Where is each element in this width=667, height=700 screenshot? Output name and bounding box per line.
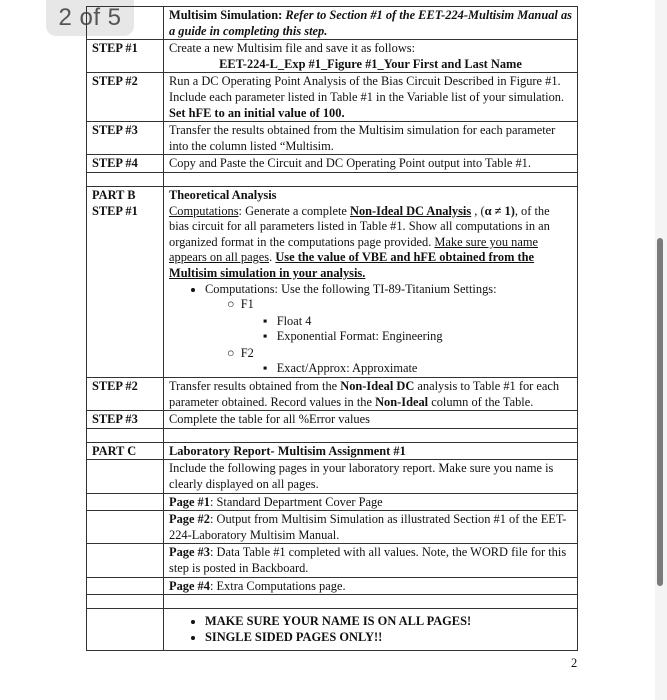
table-row xyxy=(87,378,578,411)
spacer-row xyxy=(87,428,578,442)
instructions-table xyxy=(86,6,578,651)
table-row xyxy=(87,511,578,544)
step-label: STEP #2 xyxy=(87,378,164,411)
section-title: Theoretical Analysis xyxy=(169,187,277,202)
notices-cell xyxy=(164,609,578,651)
table-row xyxy=(87,609,578,651)
table-row xyxy=(87,7,578,40)
spacer-row xyxy=(87,595,578,609)
part-label: PART B STEP #1 xyxy=(87,186,164,377)
step-text: Create a new Multisim file and save it as follows: EET-224-L_Exp #1_Figure #1_Your First and Last Name xyxy=(164,40,578,73)
step-text: Include the following pages in your laboratory report. Make sure you name is clearly displayed on all pages. xyxy=(164,460,578,493)
scrollbar[interactable] xyxy=(657,238,663,586)
list-item: ▪ Exact/Approx: Approximate xyxy=(263,361,418,376)
step-label: STEP #3 xyxy=(87,122,164,155)
settings-list xyxy=(169,282,572,298)
notice-list xyxy=(169,614,572,645)
step-text: Page #2: Output from Multisim Simulation as illustrated Section #1 of the EET-224-Laboratory Multisim Manual. xyxy=(164,511,578,544)
table-row xyxy=(87,577,578,595)
list-item: ○ F2 xyxy=(227,345,254,360)
list-item: • Computations: Use the following TI-89-Titanium Settings: xyxy=(205,282,572,298)
label-cell xyxy=(87,7,164,40)
step-text xyxy=(164,442,578,460)
table-row xyxy=(87,40,578,73)
list-item: ▪ Exponential Format: Engineering xyxy=(263,329,443,344)
header-cell: Multisim Simulation: Refer to Section #1 of the EET-224-Multisim Manual as a guide in completing this step. xyxy=(164,7,578,40)
table-row xyxy=(87,493,578,511)
table-row xyxy=(87,460,578,493)
step-label: STEP #2 xyxy=(87,73,164,122)
step-label: STEP #1 xyxy=(87,40,164,73)
step-text: Complete the table for all %Error values xyxy=(164,411,578,429)
step-text: Transfer results obtained from the Non-Ideal DC analysis to Table #1 for each parameter obtained. Record values in the Non-Ideal column of the Table. xyxy=(164,378,578,411)
filename-text: EET-224-L_Exp #1_Figure #1_Your First and Last Name xyxy=(219,56,522,71)
list-item: ○ F1 xyxy=(227,297,254,312)
step-text: Run a DC Operating Point Analysis of the Bias Circuit Described in Figure #1. Include each parameter listed in Table #1 in the Variable list of your simulation. Set hFE to an initial value of 100. xyxy=(164,73,578,122)
section-title: Laboratory Report- Multisim Assignment #1 xyxy=(169,443,406,458)
step-text: Copy and Paste the Circuit and DC Operating Point output into Table #1. xyxy=(164,155,578,173)
step-text: Page #1: Standard Department Cover Page xyxy=(164,493,578,511)
page-number: 2 xyxy=(571,656,578,670)
page-indicator: 2 of 5 xyxy=(46,0,134,36)
table-row xyxy=(87,544,578,577)
step-label: STEP #4 xyxy=(87,155,164,173)
step-text: Page #4: Extra Computations page. xyxy=(164,577,578,595)
list-item: • SINGLE SIDED PAGES ONLY!! xyxy=(205,630,572,646)
step-text: Page #3: Data Table #1 completed with all values. Note, the WORD file for this step is posted in Backboard. xyxy=(164,544,578,577)
step-text: Transfer the results obtained from the Multisim simulation for each parameter into the column listed “Multisim. xyxy=(164,122,578,155)
step-label: STEP #3 xyxy=(87,411,164,429)
table-row xyxy=(87,411,578,429)
table-row xyxy=(87,155,578,173)
part-b-content: Theoretical Analysis Computations: Generate a complete Non-Ideal DC Analysis , (α ≠ 1), of the bias circuit for all parameters listed in Table #1. Show all computations in an organized format in the computations page provided. Make sure you name appears on all pages. Use the value of VBE and hFE obtained from the Multisim simulation in your analysis. • Computations: Use the following TI-89-Titanium Settings: ○ F1 ▪ Float 4 ▪ Exponential Format: Engineering ○ F2 ▪ Exact/Approx: Approximate xyxy=(164,186,578,377)
table-row xyxy=(87,122,578,155)
list-item: ▪ Float 4 xyxy=(263,313,312,328)
table-row xyxy=(87,73,578,122)
list-item: • MAKE SURE YOUR NAME IS ON ALL PAGES! xyxy=(205,614,572,630)
table-row xyxy=(87,186,578,377)
table-row xyxy=(87,442,578,460)
spacer-row xyxy=(87,172,578,186)
part-label: PART C xyxy=(87,442,164,460)
